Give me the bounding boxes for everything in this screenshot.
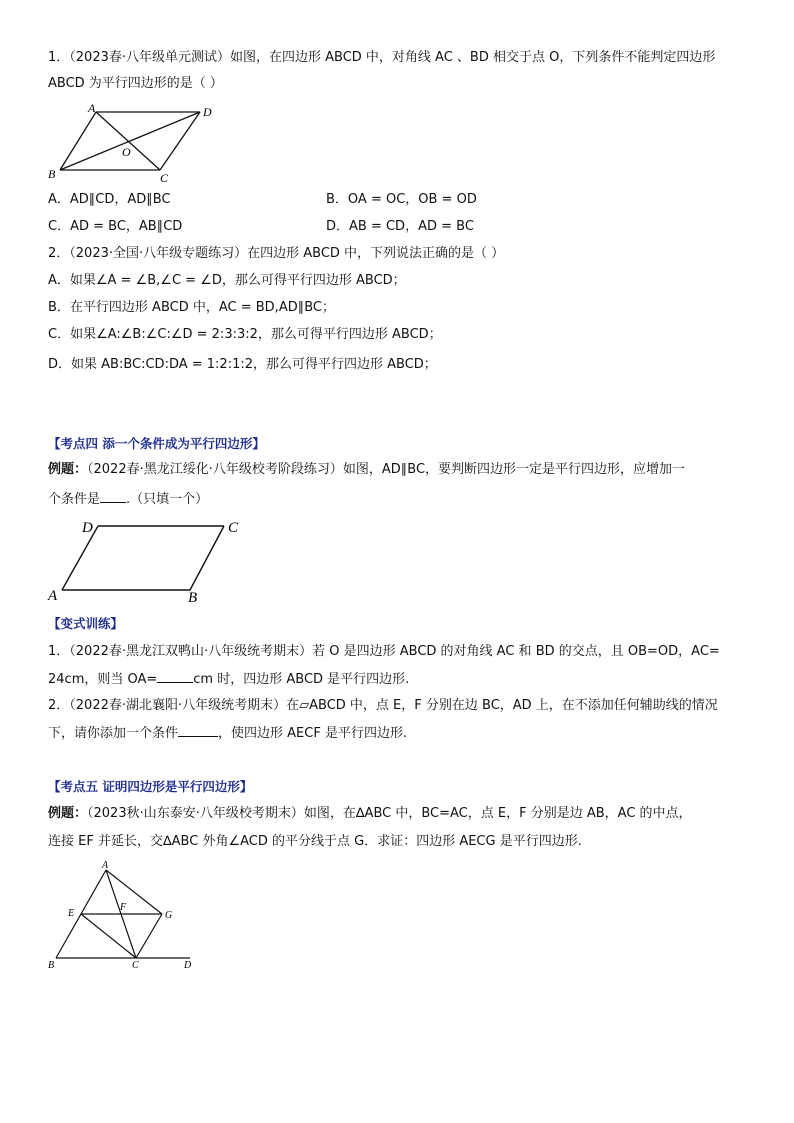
kp4-label-a: A <box>48 588 58 604</box>
q1-option-d[interactable]: D．AB = CD，AD = BC <box>326 219 474 234</box>
kp4-answer-blank[interactable] <box>100 488 126 503</box>
kp5-label-e: E <box>68 908 75 919</box>
kp5-example-line1 <box>48 804 754 824</box>
kp5-label-d: D <box>184 960 192 971</box>
q1-label-a: A <box>88 101 96 115</box>
kp5-label-c: C <box>132 960 139 971</box>
q1-option-b[interactable]: B．OA = OC，OB = OD <box>326 192 477 207</box>
q1-option-c[interactable]: C．AD = BC，AB∥CD <box>48 219 183 234</box>
q1-label-d: D <box>203 105 212 119</box>
q1-label-b: B <box>48 167 56 181</box>
kp4-quadrilateral-figure <box>44 512 254 606</box>
kp5-heading: 【考点五 证明四边形是平行四边形】 <box>48 779 253 794</box>
kp4-label-b: B <box>188 590 198 606</box>
q1-label-o: O <box>122 145 131 159</box>
kp5-example-line2: 连接 EF 并延长，交∆ABC 外角∠ACD 的平分线于点 G．求证：四边形 AECG 是平行四边形. <box>48 834 582 849</box>
q1-stem-line2: ABCD 为平行四边形的是（ ） <box>48 76 223 91</box>
kp4-example-line2-pre: 个条件是 <box>48 492 101 507</box>
q2-option-a[interactable]: A．如果∠A = ∠B,∠C = ∠D，那么可得平行四边形 ABCD； <box>48 273 406 288</box>
variant-1-line2 <box>48 668 754 690</box>
q1-label-c: C <box>160 171 169 184</box>
kp5-label-f: F <box>120 902 127 913</box>
variant-2-line2 <box>48 722 754 744</box>
kp5-label-g: G <box>165 910 173 921</box>
kp4-example-label: 例题： <box>48 462 88 477</box>
q1-parallelogram-figure <box>48 100 218 184</box>
kp4-example-line1 <box>48 460 754 480</box>
q1-stem-line1: 1．（2023春·八年级单元测试）如图，在四边形 ABCD 中，对角线 AC 、BD 相交于点 O，下列条件不能判定四边形 <box>48 50 716 65</box>
kp4-example-line2 <box>48 488 754 510</box>
kp4-example-line2-post: .（只填一个） <box>126 492 209 507</box>
q2-option-b[interactable]: B．在平行四边形 ABCD 中，AC = BD,AD∥BC； <box>48 300 335 315</box>
variant-1-answer-blank[interactable] <box>157 668 193 683</box>
q2-option-c[interactable]: C．如果∠A:∠B:∠C:∠D = 2:3:3:2，那么可得平行四边形 ABCD； <box>48 327 442 342</box>
kp5-label-a: A <box>102 860 109 871</box>
kp5-example-label: 例题： <box>48 806 88 821</box>
variant-2-answer-blank[interactable] <box>178 722 218 737</box>
kp5-label-b: B <box>48 960 55 971</box>
variant-2-line2-post: ，使四边形 AECF 是平行四边形. <box>218 726 408 741</box>
variant-1-line1: 1．（2022春·黑龙江双鸭山·八年级统考期末）若 O 是四边形 ABCD 的对角线 AC 和 BD 的交点，且 OB=OD，AC= <box>48 644 720 659</box>
kp5-example-text: （2023秋·山东泰安·八年级校考期末）如图，在∆ABC 中，BC=AC，点 E，F 分别是边 AB，AC 的中点， <box>87 806 692 821</box>
variant-heading: 【变式训练】 <box>48 616 124 631</box>
variant-1-line2-pre: 24cm，则当 OA= <box>48 672 158 687</box>
kp4-example-text: （2022春·黑龙江绥化·八年级校考阶段练习）如图，AD∥BC，要判断四边形一定是平行四边形，应增加一 <box>87 462 686 477</box>
variant-2-line2-pre: 下，请你添加一个条件 <box>48 726 179 741</box>
q2-option-d[interactable]: D．如果 AB:BC:CD:DA = 1:2:1:2，那么可得平行四边形 ABCD； <box>48 357 437 372</box>
variant-1-line2-post: cm 时，四边形 ABCD 是平行四边形. <box>193 672 410 687</box>
kp4-label-c: C <box>228 520 239 536</box>
kp5-triangle-figure <box>44 858 204 972</box>
kp4-label-d: D <box>82 520 93 536</box>
q1-option-a[interactable]: A．AD∥CD，AD∥BC <box>48 192 171 207</box>
kp4-heading: 【考点四 添一个条件成为平行四边形】 <box>48 436 265 451</box>
variant-2-line1: 2．（2022春·湖北襄阳·八年级统考期末）在▱ABCD 中，点 E，F 分别在边 BC，AD 上，在不添加任何辅助线的情况 <box>48 698 718 713</box>
q2-stem: 2．（2023·全国·八年级专题练习）在四边形 ABCD 中，下列说法正确的是（ ） <box>48 246 505 261</box>
